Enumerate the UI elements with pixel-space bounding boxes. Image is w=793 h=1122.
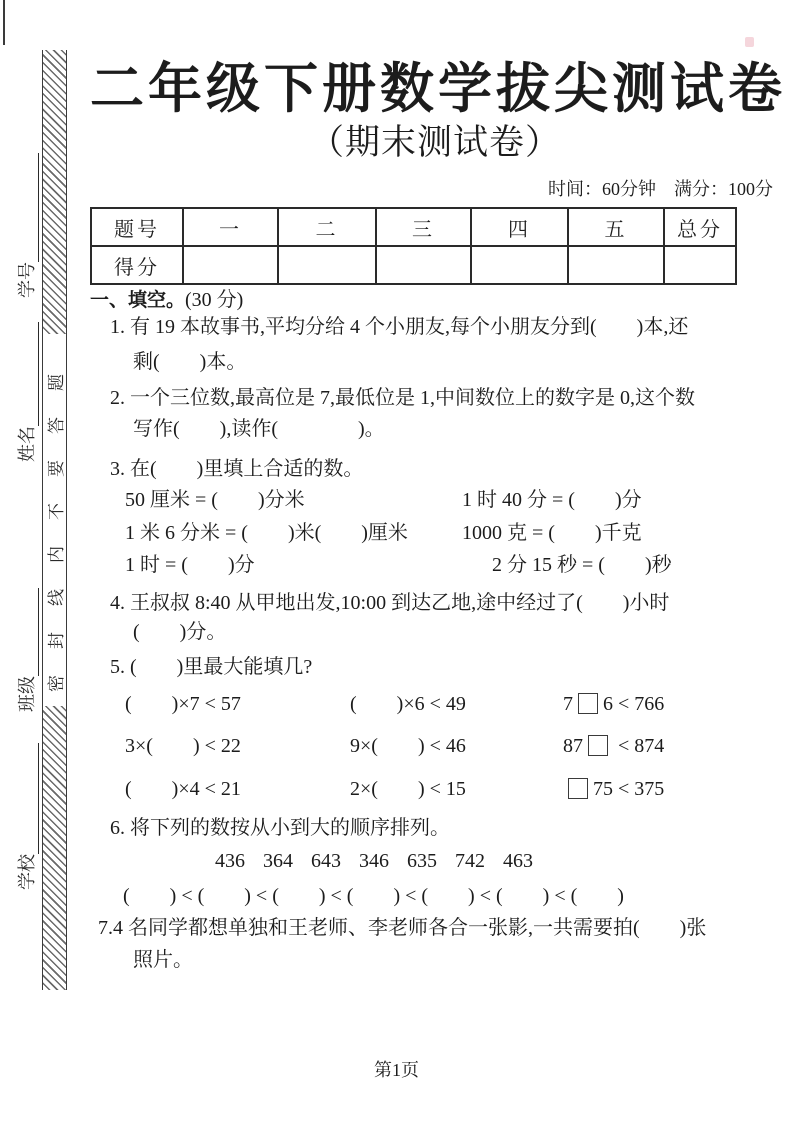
score-row-label: 得分 bbox=[91, 246, 183, 284]
q6-number-1: 436 bbox=[215, 850, 245, 872]
student-name-blank-line bbox=[13, 322, 39, 426]
q3-row3-right: 2 分 15 秒 = ( )秒 bbox=[492, 554, 672, 576]
q7-line2: 照片。 bbox=[133, 949, 193, 971]
seal-hatch-top bbox=[43, 50, 66, 334]
score-cell-3 bbox=[376, 246, 471, 284]
corner-tick-mark bbox=[3, 0, 5, 45]
q5-row-1 bbox=[125, 692, 775, 716]
q6-number-4: 346 bbox=[359, 850, 389, 872]
school-field bbox=[13, 743, 39, 890]
q3-row-3 bbox=[125, 553, 775, 577]
student-name-label: 姓名 bbox=[17, 426, 37, 462]
q6-comparison-row: ( ) < ( ) < ( ) < ( ) < ( ) < ( ) < ( ) bbox=[123, 885, 624, 907]
q5-heading: 5. ( )里最大能填几? bbox=[110, 656, 313, 678]
section-one-heading-bold: 一、填空。 bbox=[90, 290, 186, 311]
q5-r2c3: 87 < 874 bbox=[563, 735, 665, 757]
q6-number-2: 364 bbox=[263, 850, 293, 872]
q6-number-5: 635 bbox=[407, 850, 437, 872]
exam-title: 二年级下册数学拔尖测试卷 bbox=[90, 59, 786, 119]
school-label: 学校 bbox=[17, 854, 37, 890]
q3-row2-right: 1000 克 = ( )千克 bbox=[462, 522, 642, 544]
q3-row2-left: 1 米 6 分米 = ( )米( )厘米 bbox=[125, 522, 408, 544]
q2-line1: 2. 一个三位数,最高位是 7,最低位是 1,中间数位上的数字是 0,这个数 bbox=[110, 387, 695, 409]
time-score-meta: 时间：60分钟 满分：100分 bbox=[548, 179, 773, 199]
score-col-5: 五 bbox=[568, 208, 664, 246]
score-cell-1 bbox=[183, 246, 278, 284]
q5-r1c3: 7 6 < 766 bbox=[563, 693, 665, 715]
score-col-1: 一 bbox=[183, 208, 278, 246]
class-field bbox=[13, 588, 39, 712]
q6-numbers-row bbox=[215, 849, 533, 873]
q3-row3-left: 1 时 = ( )分 bbox=[125, 554, 255, 576]
q5-r3c1: ( )×4 < 21 bbox=[125, 778, 241, 800]
score-col-4: 四 bbox=[471, 208, 568, 246]
q5-r3c3: 75 < 375 bbox=[563, 777, 664, 801]
section-one-heading-score: (30 分) bbox=[185, 289, 244, 311]
q3-heading: 3. 在( )里填上合适的数。 bbox=[110, 458, 364, 480]
class-blank-line bbox=[13, 588, 39, 676]
score-table-header-row bbox=[91, 208, 736, 246]
answer-box bbox=[568, 778, 588, 799]
seal-line-text: 密封线内不要答题 bbox=[47, 348, 66, 692]
score-col-total: 总分 bbox=[664, 208, 736, 246]
q2-line2: 写作( ),读作( )。 bbox=[133, 418, 385, 440]
q5-r2c2: 9×( ) < 46 bbox=[350, 735, 466, 757]
q6-number-6: 742 bbox=[455, 850, 485, 872]
section-one-heading bbox=[90, 288, 243, 313]
q4-line1: 4. 王叔叔 8:40 从甲地出发,10:00 到达乙地,途中经过了( )小时 bbox=[110, 592, 670, 614]
class-label: 班级 bbox=[17, 676, 37, 712]
q3-row-1 bbox=[125, 488, 775, 512]
answer-box bbox=[588, 735, 608, 756]
answer-box bbox=[578, 693, 598, 714]
score-cell-5 bbox=[568, 246, 664, 284]
seal-line-band bbox=[42, 50, 67, 990]
student-id-field bbox=[13, 153, 39, 298]
q1-line2: 剩( )本。 bbox=[133, 351, 247, 373]
score-col-3: 三 bbox=[376, 208, 471, 246]
exam-subtitle: （期末测试卷） bbox=[308, 123, 561, 162]
school-blank-line bbox=[13, 743, 39, 854]
exam-content bbox=[90, 0, 785, 1122]
q5-r1c2: ( )×6 < 49 bbox=[350, 693, 466, 715]
q5-r2c1: 3×( ) < 22 bbox=[125, 735, 241, 757]
seal-hatch-bottom bbox=[43, 706, 66, 990]
score-cell-total bbox=[664, 246, 736, 284]
student-id-label: 学号 bbox=[17, 262, 37, 298]
score-cell-2 bbox=[278, 246, 376, 284]
q5-row-2 bbox=[125, 734, 775, 758]
q3-row1-left: 50 厘米 = ( )分米 bbox=[125, 489, 305, 511]
q5-r3c2: 2×( ) < 15 bbox=[350, 778, 466, 800]
student-name-field bbox=[13, 322, 39, 462]
q7-line1: 7.4 名同学都想单独和王老师、李老师各合一张影,一共需要拍( )张 bbox=[98, 917, 707, 939]
q5-row-3 bbox=[125, 777, 775, 801]
q6-number-3: 643 bbox=[311, 850, 341, 872]
q3-row-2 bbox=[125, 521, 775, 545]
q3-row1-right: 1 时 40 分 = ( )分 bbox=[462, 489, 642, 511]
q5-r1c1: ( )×7 < 57 bbox=[125, 693, 241, 715]
score-table-score-row bbox=[91, 246, 736, 284]
q6-heading: 6. 将下列的数按从小到大的顺序排列。 bbox=[110, 817, 450, 839]
q1-line1: 1. 有 19 本故事书,平均分给 4 个小朋友,每个小朋友分到( )本,还 bbox=[110, 316, 689, 338]
score-col-2: 二 bbox=[278, 208, 376, 246]
student-id-blank-line bbox=[13, 153, 39, 262]
score-table bbox=[90, 207, 737, 285]
page-number: 第1页 bbox=[374, 1060, 419, 1080]
q6-number-7: 463 bbox=[503, 850, 533, 872]
score-col-label: 题号 bbox=[91, 208, 183, 246]
q4-line2: ( )分。 bbox=[133, 621, 227, 643]
score-cell-4 bbox=[471, 246, 568, 284]
